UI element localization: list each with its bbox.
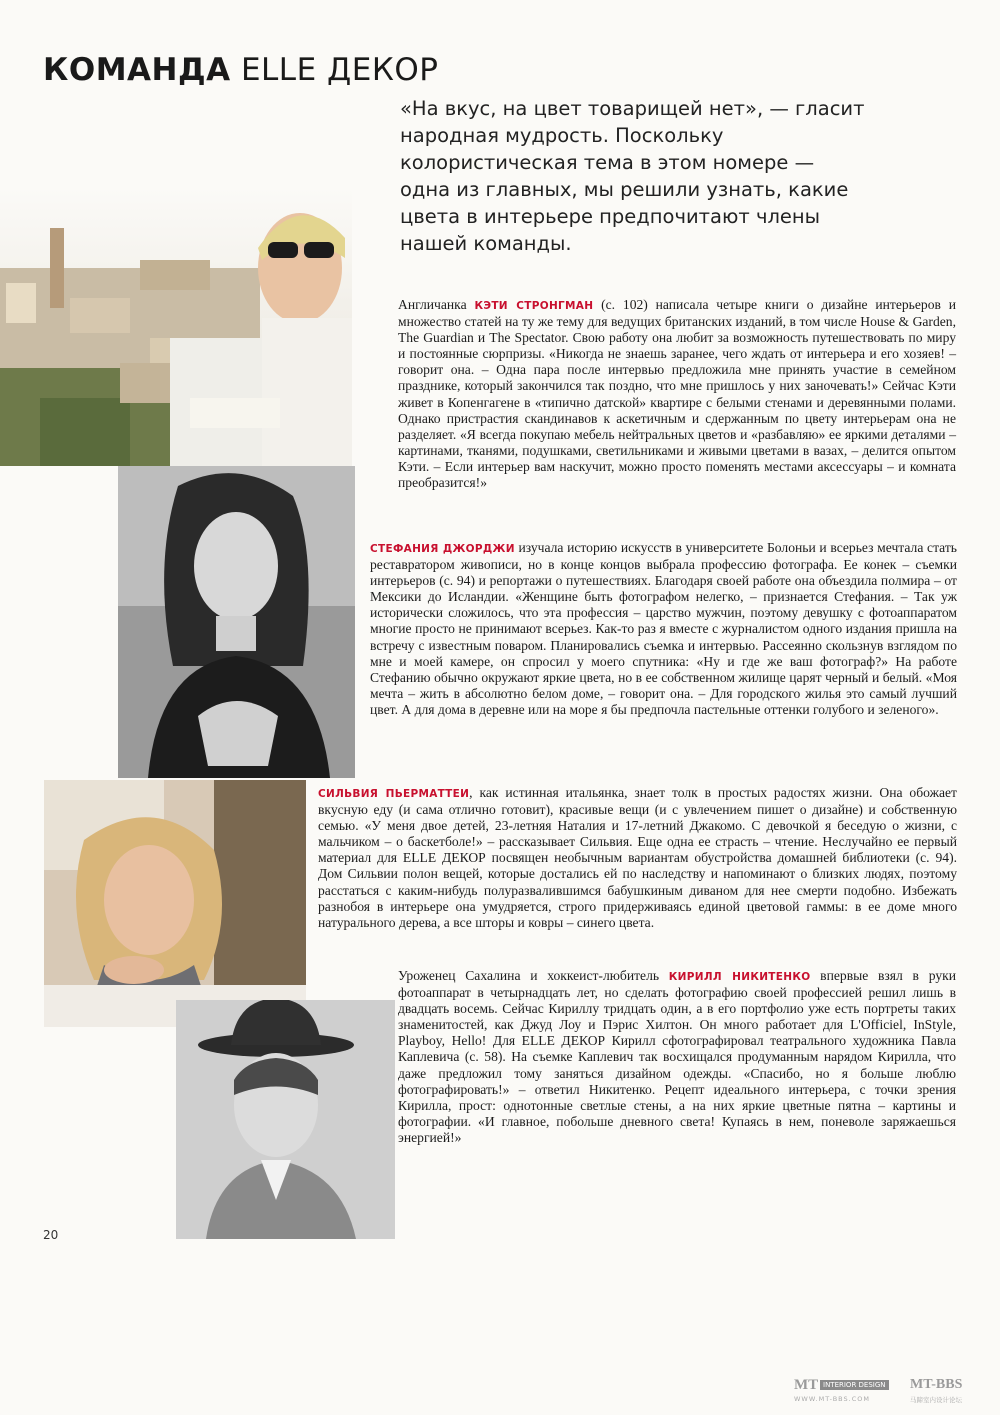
watermark — [760, 1375, 990, 1405]
bio-kirill — [398, 968, 956, 1146]
bio-silvia-name: СИЛЬВИЯ ПЬЕРМАТТЕИ — [318, 788, 470, 800]
title-light: ELLE ДЕКОР — [240, 52, 439, 88]
photo-katie-rome — [0, 188, 352, 466]
photo-kirill — [176, 1000, 395, 1239]
watermark-badge: INTERIOR DESIGN — [820, 1380, 889, 1390]
bio-silvia — [318, 785, 957, 931]
watermark-brand-left: MT — [794, 1377, 819, 1393]
title-bold: КОМАНДА — [43, 52, 231, 88]
page-title — [43, 52, 438, 88]
bio-stefania — [370, 540, 957, 718]
bio-katie-text: (с. 102) написала четыре книги о дизайне интерьеров и множество статей на ту же тему для ведущих британских изданий, в том числе House & Garden, The Guardian и The Spectator. Свою работу она любит за возможность путешествовать по миру и постоянные сюрпризы. «Никогда не знаешь заранее, чего ждать от интерьера и его хозяев! – говорит она. – Одна пара после интервью предложила мне принять участие в семейном празднике, который закончился так поздно, что мне пришлось у них заночевать!» Сейчас Кэти живет в Копенгагене в «типично датской» квартире с белыми стенами и деревянными полами. Однако пристрастия скандинавов к аскетичным и сдержанным по цвету интерьерам она не разделяет. «Я всегда покупаю мебель нейтральных цветов и «разбавляю» ее яркими деталями – картинами, тканями, подушками, светильниками и живыми цветами в вазах, – делится опытом Кэти. – Если интерьер вам наскучит, можно просто поменять местами аксессуары – и комната преобразится!» — [398, 297, 956, 491]
bio-kirill-name: КИРИЛЛ НИКИТЕНКО — [668, 971, 811, 983]
bio-katie — [398, 297, 956, 491]
bio-katie-prefix: Англичанка — [398, 297, 475, 312]
bio-katie-name: КЭТИ СТРОНГМАН — [474, 300, 594, 312]
bio-stefania-name: СТЕФАНИЯ ДЖОРДЖИ — [370, 543, 515, 555]
watermark-cn: 马蹄室内设计论坛 — [910, 1396, 962, 1404]
photo-silvia — [44, 780, 306, 1027]
page-number: 20 — [43, 1228, 59, 1242]
bio-stefania-text: изучала историю искусств в университете Болоньи и всерьез мечтала стать реставратором живописи, но в конце концов выбрала профессию фотографа. Ее конек – съемки интерьеров (с. 94) и репортажи о путешествиях. Благодаря своей работе она объездила полмира – от Мексики до Исландии. «Женщине быть фотографом нелегко, – признается Стефания. – Так уж исторически сложилось, что эта профессия – царство мужчин, поэтому девушку с фотоаппаратом многие просто не принимают всерьез. Как-то раз я вместе с журналистом одного издания пришла на встречу с известным поваром. Планировались съемка и интервью. Рассеянно скользнув взглядом по мне и моей камере, он спросил у моего спутника: «Ну и где же ваш фотограф?» На работе Стефанию обычно окружают яркие цвета, но в ее собственном жилище царят черный и белый. «Моя мечта – жить в абсолютно белом доме, – говорит она. – Для городского жилья это самый лучший цвет. А для дома в деревне или на море я бы предпочла пастельные оттенки голубого и зеленого». — [370, 540, 958, 717]
bio-kirill-prefix: Уроженец Сахалина и хоккеист-любитель — [398, 968, 669, 983]
bio-kirill-text: впервые взял в руки фотоаппарат в четырнадцать лет, но сделать фотографию своей профессией решил лишь в двадцать восемь. Сейчас Кириллу тридцать один, а в его портфолио уже есть портреты таких знаменитостей, как Джуд Лоу и Пэрис Хилтон. Он много работает для L'Officiel, InStyle, Playboy, Hello! Для ELLE ДЕКОР Кирилл сфотографировал театрального художника Павла Каплевича (с. 58). На съемке Каплевич так восхищался продуманным нарядом Кирилла, что даже предложил тому заняться дизайном одежды. «Спасибо, но я больше люблю фотографировать!» – ответил Никитенко. Рецепт идеального интерьера, с точки зрения Кирилла, прост: однотонные светлые стены, а на них яркие цветные пятна – картины и фотографии. «И главное, побольше дневного света! Купаясь в нем, поневоле заряжаешься энергией!» — [398, 968, 956, 1145]
watermark-brand-right: MT-BBS — [910, 1377, 963, 1392]
bio-silvia-text: , как истинная итальянка, знает толк в простых радостях жизни. Она обожает вкусную еду (и сама отлично готовит), красивые вещи (и с увлечением пишет о дизайне) и собственную семью. «У меня двое детей, 23-летняя Наталия и 17-летний Джакомо. С девочкой я беседую о жизни, с мальчиком – о баскетболе!» – рассказывает Сильвия. Еще одна ее страсть – чтение. Неслучайно ее первый материал для ELLE ДЕКОР посвящен необычным вариантам обустройства домашней библиотеки (с. 94). Дом Сильвии полон вещей, которые достались ей по наследству и напоминают о близких людях, поэтому расстаться с каким-нибудь полуразвалившимся бабушкиным диваном для нее смерти подобно. Избежать разнобоя в интерьере она умудряется, строго придерживаясь единой цветовой гаммы: в ее доме много натурального дерева, а все шторы и ковры – синего цвета. — [318, 785, 957, 930]
intro-text: «На вкус, на цвет товарищей нет», — гласит народная мудрость. Поскольку колористическая тема в этом номере — одна из главных, мы решили узнать, какие цвета в интерьере предпочитают члены нашей команды. — [400, 97, 865, 255]
photo-stefania — [118, 466, 355, 778]
watermark-url: WWW.MT-BBS.COM — [794, 1395, 870, 1403]
